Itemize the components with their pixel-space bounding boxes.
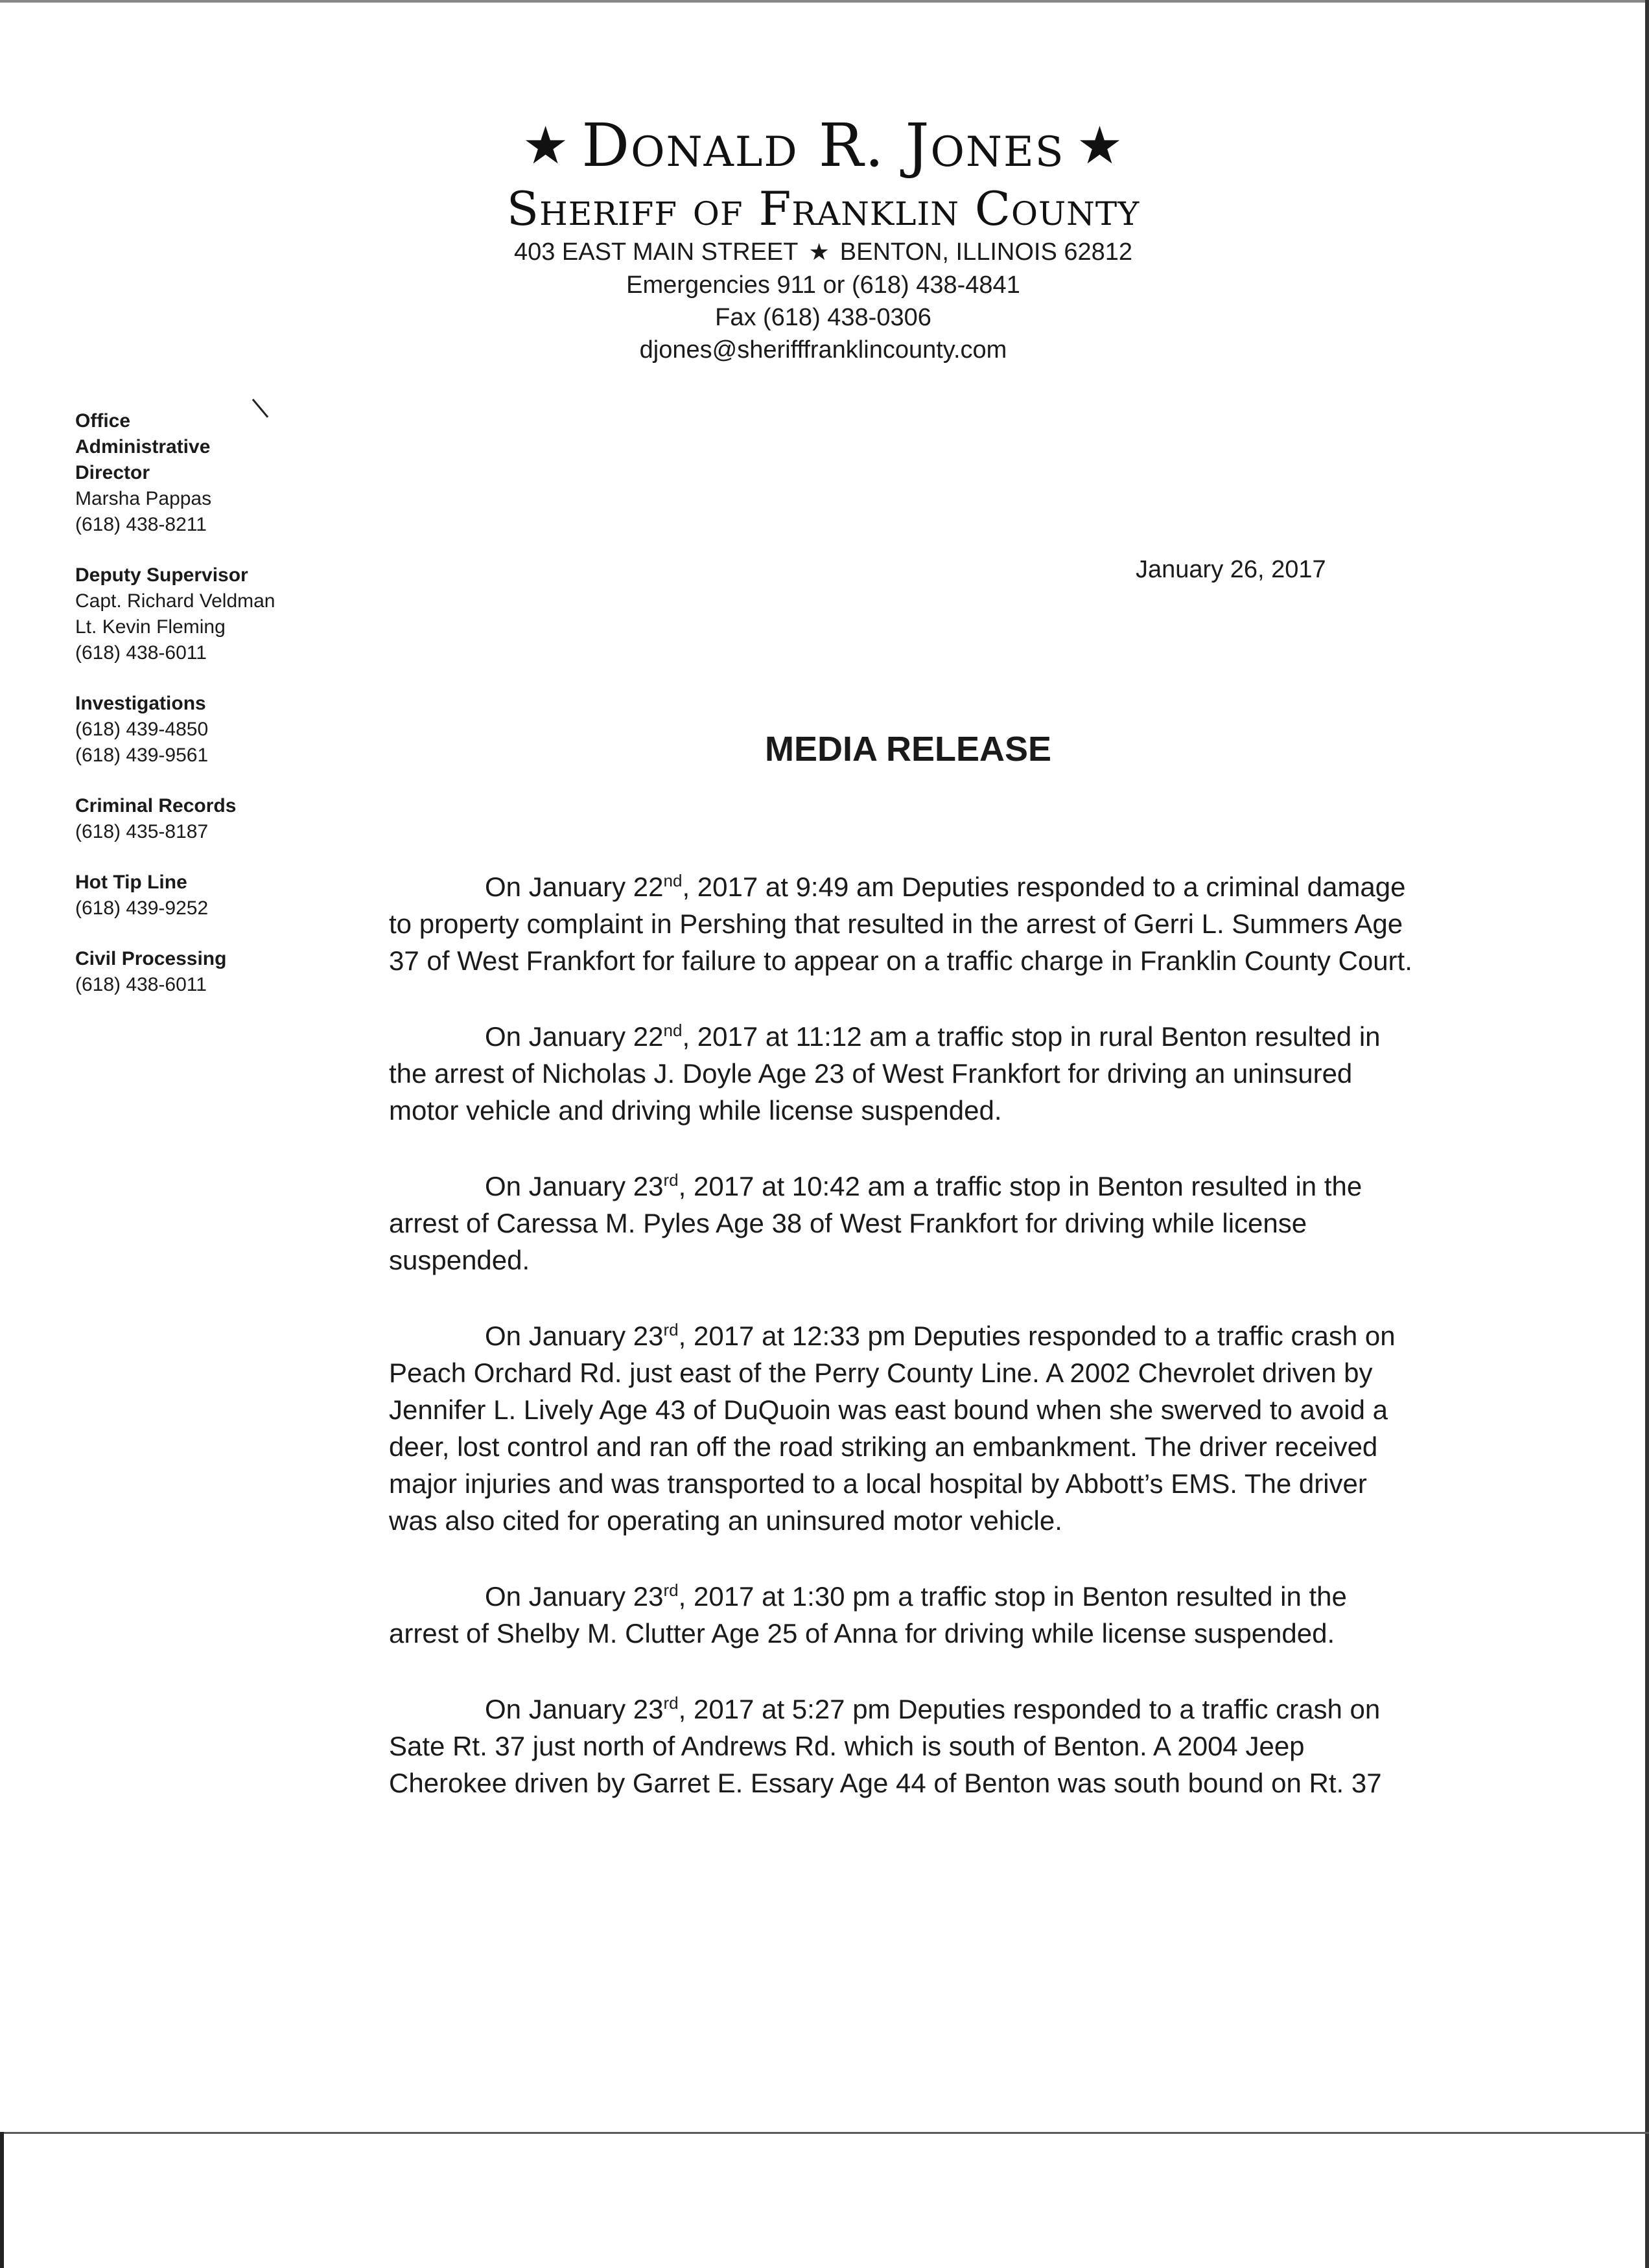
investigations-phone: (618) 439-4850: [75, 719, 209, 740]
fax-number: Fax (618) 438-0306: [715, 304, 931, 331]
email-address: djones@sherifffranklincounty.com: [639, 336, 1007, 364]
sheriff-title: Sheriff of Franklin County: [506, 181, 1140, 236]
incident-paragraph: [389, 1168, 1413, 1279]
incident-paragraph: [389, 1691, 1413, 1801]
address-city: BENTON, ILLINOIS 62812: [839, 238, 1133, 266]
sheriff-name: Donald R. Jones: [581, 111, 1065, 180]
ordinal-suffix: rd: [663, 1580, 679, 1600]
letterhead: [363, 110, 1283, 366]
incident-paragraph: [389, 1018, 1413, 1129]
civil-phone: (618) 438-6011: [75, 974, 207, 995]
release-date: January 26, 2017: [1136, 556, 1326, 583]
hot-tip-heading: Hot Tip Line: [75, 872, 187, 893]
paragraph-lead: On January 23: [485, 1694, 664, 1724]
ordinal-suffix: rd: [663, 1693, 679, 1713]
paragraph-text: , 2017 at 9:49 am Deputies responded to a criminal damage to property complaint in Pershing that resulted in the arrest of Gerri L. Summers Age 37 of West Frankfort for failure to appear on a traffic charge in Franklin County Court.: [389, 872, 1412, 976]
civil-heading: Civil Processing: [75, 948, 227, 969]
paragraph-text: , 2017 at 11:12 am a traffic stop in rural Benton resulted in the arrest of Nicholas J. Doyle Age 23 of West Frankfort for driving an uninsured motor vehicle and driving while license suspended.: [389, 1021, 1381, 1126]
paragraph-lead: On January 23: [485, 1171, 664, 1201]
release-body: [389, 868, 1413, 1840]
criminal-records-phone: (618) 435-8187: [75, 821, 209, 842]
scan-right-edge: [1645, 0, 1649, 2268]
criminal-records-heading: Criminal Records: [75, 795, 237, 816]
deputy-block: [75, 562, 309, 666]
paragraph-lead: On January 23: [485, 1321, 664, 1351]
scan-bottom-rule: [0, 2132, 1649, 2134]
address-street: 403 EAST MAIN STREET: [513, 238, 799, 266]
incident-paragraph: [389, 1317, 1413, 1539]
office-heading-2: Administrative: [75, 436, 211, 457]
release-title: MEDIA RELEASE: [765, 730, 1052, 769]
sidebar-directory: [75, 408, 309, 1023]
ordinal-suffix: nd: [663, 1021, 683, 1040]
office-block: [75, 408, 309, 538]
criminal-records-block: [75, 793, 309, 845]
office-person: Marsha Pappas: [75, 488, 212, 509]
star-icon: ★: [522, 115, 570, 176]
sheriff-name-line: [363, 110, 1283, 181]
star-icon: ★: [808, 239, 830, 266]
star-icon: ★: [1076, 115, 1125, 176]
paragraph-text: , 2017 at 10:42 am a traffic stop in Benton resulted in the arrest of Caressa M. Pyles Age 38 of West Frankfort for driving while license suspended.: [389, 1171, 1362, 1275]
investigations-heading: Investigations: [75, 693, 206, 714]
civil-block: [75, 946, 309, 998]
office-heading-3: Director: [75, 462, 150, 483]
deputy-heading: Deputy Supervisor: [75, 564, 248, 586]
investigations-phone: (618) 439-9561: [75, 745, 209, 766]
deputy-phone: (618) 438-6011: [75, 642, 207, 664]
ordinal-suffix: nd: [663, 871, 683, 890]
paragraph-lead: On January 23: [485, 1581, 664, 1612]
office-phone: (618) 438-8211: [75, 514, 207, 535]
scan-top-edge: [0, 0, 1649, 3]
ordinal-suffix: rd: [663, 1320, 679, 1339]
hot-tip-phone: (618) 439-9252: [75, 897, 209, 919]
office-heading: Office: [75, 410, 131, 432]
paragraph-lead: On January 22: [485, 872, 664, 902]
investigations-block: [75, 691, 309, 769]
deputy-person: Lt. Kevin Fleming: [75, 616, 226, 638]
emergency-phone: Emergencies 911 or (618) 438-4841: [626, 272, 1020, 299]
incident-paragraph: [389, 1578, 1413, 1652]
address-line: [363, 236, 1283, 269]
scan-left-edge: [0, 2132, 4, 2268]
paragraph-text: , 2017 at 1:30 pm a traffic stop in Benton resulted in the arrest of Shelby M. Clutter Age 25 of Anna for driving while license suspended.: [389, 1581, 1347, 1649]
paragraph-lead: On January 22: [485, 1021, 664, 1052]
ordinal-suffix: rd: [663, 1170, 679, 1190]
incident-paragraph: [389, 868, 1413, 979]
hot-tip-block: [75, 870, 309, 921]
paragraph-text: , 2017 at 5:27 pm Deputies responded to a traffic crash on Sate Rt. 37 just north of Andrews Rd. which is south of Benton. A 2004 Jeep Cherokee driven by Garret E. Essary Age 44 of Benton was south bound on Rt. 37: [389, 1694, 1382, 1798]
deputy-person: Capt. Richard Veldman: [75, 590, 275, 612]
paragraph-text: , 2017 at 12:33 pm Deputies responded to a traffic crash on Peach Orchard Rd. just east of the Perry County Line. A 2002 Chevrolet driven by Jennifer L. Lively Age 43 of DuQuoin was east bound when she swerved to avoid a deer, lost control and ran off the road striking an embankment. The driver received major injuries and was transported to a local hospital by Abbott’s EMS. The driver was also cited for operating an uninsured motor vehicle.: [389, 1321, 1396, 1536]
